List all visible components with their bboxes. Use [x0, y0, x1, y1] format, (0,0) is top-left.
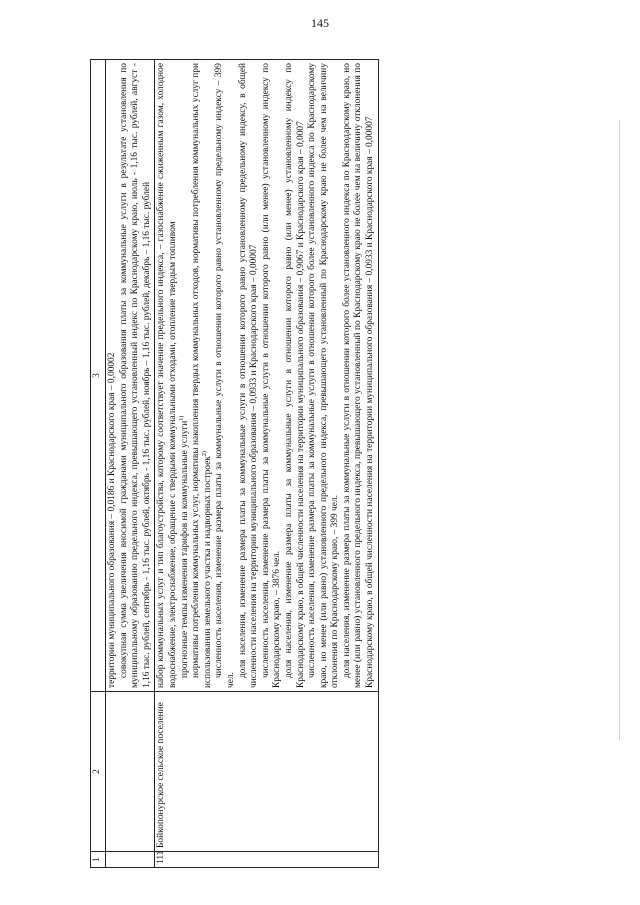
header-col-3: 3 [91, 60, 106, 692]
table-row-111 [155, 60, 378, 868]
paragraph: доля населения, изменение размера платы за коммунальные услуги в отношении которого равно установленному предельному индексу, в общей численности населения на территории муниципального образования – 0,0933 и Краснодарского края – 0,00007 [237, 63, 260, 688]
footnote-marker: 1) [178, 415, 185, 421]
paragraph: численность населения, изменение размера платы за коммунальные услуги в отношении которого равно (или менее) установленному индексу по Краснодарскому краю, – 3876 чел. [260, 63, 283, 688]
municipality-cell [106, 692, 155, 852]
paragraph-text: прогнозные темпы изменения тарифов на коммунальные услуги [179, 420, 190, 678]
paragraph: территории муниципального образования – 0,0186 и Краснодарского края – 0,00002 [107, 352, 117, 688]
description-cell [155, 60, 378, 692]
rotated-table-area [90, 60, 580, 868]
paragraph: набор коммунальных услуг и тип благоустройства, которому соответствует значение предельного индекса, – газоснабжение сжиженным газом, холодное водоснабжение, электроснабжение, обращение с твердыми коммунальными отходами, отопление твердым топливом [156, 63, 178, 688]
rotated-table-content [90, 60, 580, 868]
paragraph-text: нормативы потребления коммунальных услуг, нормативы накопления твердых коммунальных отходов, нормативы потребления коммунальных услуг при использовании земельного участка и надворных построек [191, 63, 213, 688]
table-row-continued [106, 60, 155, 868]
paragraph [191, 63, 214, 688]
data-table [90, 59, 379, 868]
municipality-cell: Бойкопонурское сельское поселение [155, 692, 378, 852]
footnote-marker: 2) [201, 451, 208, 457]
header-col-2: 2 [91, 692, 106, 852]
paragraph: доля населения, изменение размера платы за коммунальные услуги в отношении которого более установленного индекса по Краснодарскому краю, но менее (или равно) установленного предельного индекса, превышающего установленный по Краснодарскому краю не более чем на величину отклонения по Краснодарскому краю, в общей численности населения на территории муниципального образования – 0,0933 и Краснодарского края – 0,00007 [341, 63, 376, 688]
row-number-cell: 111 [155, 852, 378, 868]
paragraph: численность населения, изменение размера платы за коммунальные услуги в отношении которого более установленного индекса по Краснодарскому краю, но менее (или равно) установленного предельного индекса, превышающего установленный по Краснодарскому краю не более чем на величину отклонения по Краснодарскому краю, – 399 чел. [307, 63, 341, 688]
page-number: 145 [311, 16, 329, 30]
scan-edge-line [619, 120, 620, 740]
paragraph: численность населения, изменение размера платы за коммунальные услуги в отношении которого равно установленному предельному индексу – 399 чел. [214, 63, 236, 688]
row-number-cell [106, 852, 155, 868]
header-col-1: 1 [91, 852, 106, 868]
paragraph [180, 63, 192, 688]
description-cell [106, 60, 155, 692]
paragraph: совокупная сумма увеличения вносимой гражданами муниципального образования платы за коммунальные услуги в результате установления по муниципальному образованию предельного индекса, превышающего установленный индекс по Краснодарскому краю, июль - 1,16 тыс. рублей, август - 1,16 тыс. рублей, сентябрь - 1,16 тыс. рублей, октябрь - 1,16 тыс. рублей, ноябрь – 1,16 тыс. рублей, декабрь – 1,16 тыс. рублей [118, 63, 152, 688]
paragraph: доля населения, изменение размера платы за коммунальные услуги в отношении которого равно (или менее) установленному индексу по Краснодарскому краю, в общей численности населения на территории муниципального образования – 0,9067 и Краснодарского края – 0,0007 [283, 63, 306, 688]
table-header-row [91, 60, 106, 868]
